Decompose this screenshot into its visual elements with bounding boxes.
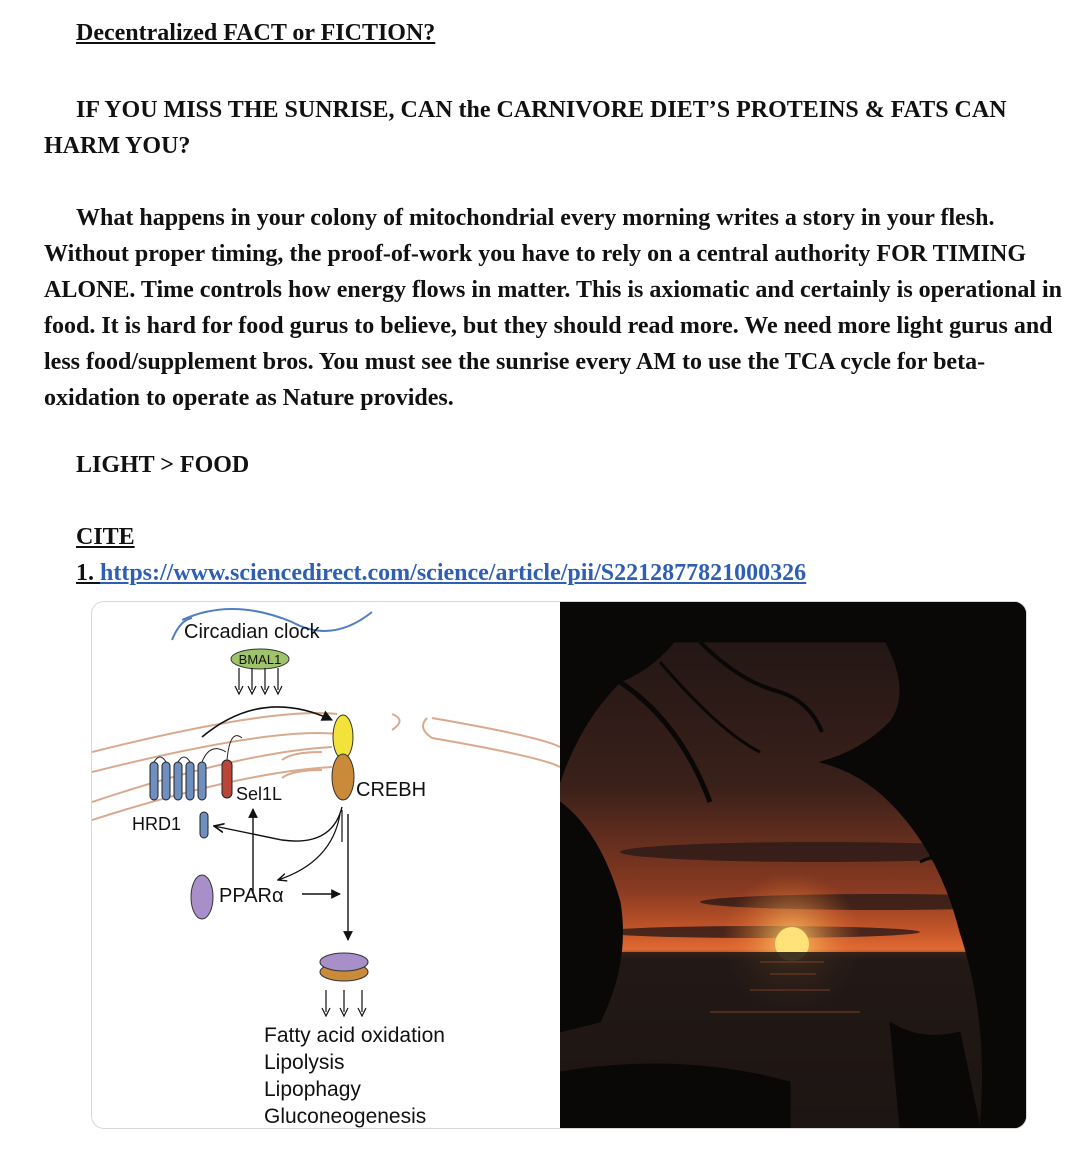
sel1l-protein [222,760,232,798]
hrd1-label: HRD1 [132,814,182,834]
headline-question: IF YOU MISS THE SUNRISE, CAN the CARNIVORE DIET’S PROTEINS & FATS CAN HARM YOU? [44,97,1007,159]
ppar-protein [191,875,213,919]
tagline: LIGHT > FOOD [76,452,250,478]
citation-entry [76,560,806,587]
bmal-label: BMAL1 [238,652,282,667]
crebh-label: CREBH [356,779,427,801]
output-gluconeogenesis: Gluconeogenesis [264,1105,427,1128]
mechanism-diagram [92,602,560,1128]
output-fatty-acid-oxidation: Fatty acid oxidation [264,1024,445,1047]
document-title: Decentralized FACT or FICTION? [76,20,436,46]
citation-number: 1. [76,560,94,586]
sel1l-label: Sel1L [236,784,283,804]
citation-link[interactable]: https://www.sciencedirect.com/science/article/pii/S2212877821000326 [100,560,807,586]
bmal-arrows-icon [235,668,282,694]
clock-label: Circadian clock [184,621,320,643]
body-paragraph: What happens in your colony of mitochondrial every morning writes a story in your flesh. Without proper timing, the proof-of-work you have to rely on a central authority FOR TIMING ALONE. Time controls how energy flows in matter. This is axiomatic and certainly is operational in food. It is hard for food gurus to believe, but they should read more. We need more light gurus and less food/supplement bros. You must see the sunrise every AM to use the TCA cycle for beta-oxidation to operate as Nature provides. [44,205,1063,411]
cite-heading: CITE [76,524,135,550]
figure-panel [92,602,1026,1128]
output-lipolysis: Lipolysis [264,1051,345,1074]
crebh-top [333,715,353,759]
output-arrows-icon [322,990,366,1016]
nuclear-complex-top [320,953,368,971]
crebh-bottom [332,754,354,800]
sunset-photo [560,602,1026,1128]
ppar-label: PPARα [219,885,284,907]
output-lipophagy: Lipophagy [264,1078,361,1101]
